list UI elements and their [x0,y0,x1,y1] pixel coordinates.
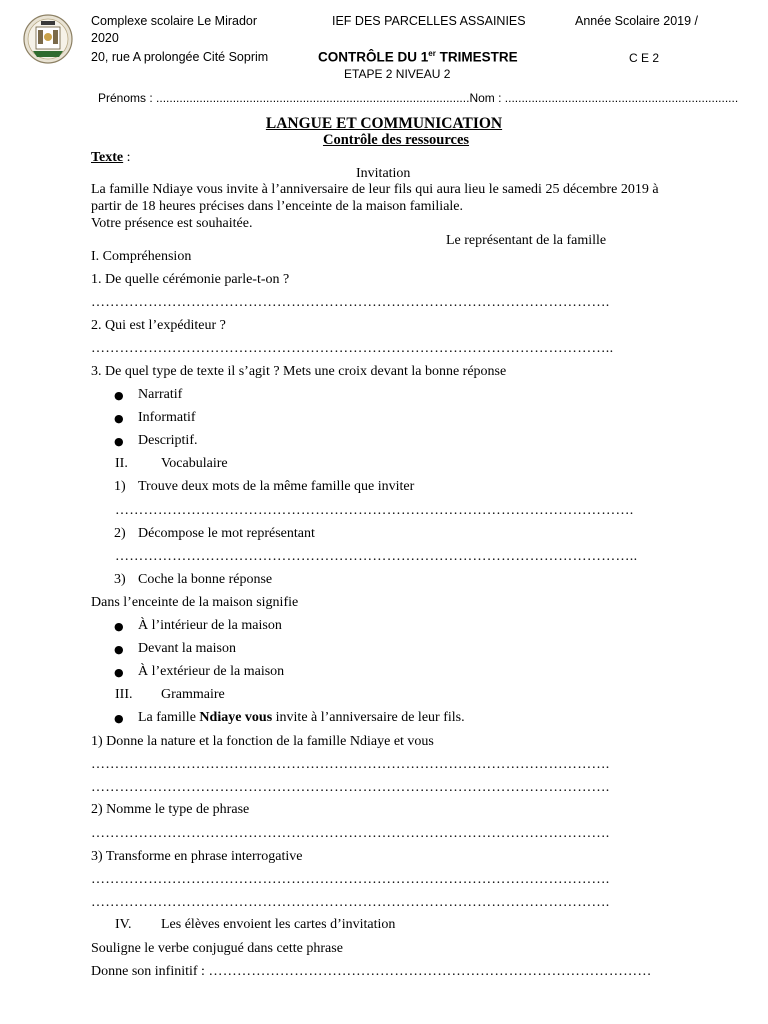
grammar-answer-line-3a[interactable]: ………………………………………………………………………………………………. [91,872,610,887]
vocab-answer-line-2[interactable]: ……………………………………………………………………………………………….. [115,549,638,564]
text-heading: Invitation [356,166,411,181]
bullet-icon: ● [114,712,124,725]
grammar-sentence: La famille Ndiaye vous invite à l’anniversaire de leur fils. [138,710,465,725]
vocab-q1: Trouve deux mots de la même famille que inviter [138,479,415,494]
school-year-continued: 2020 [91,31,119,45]
bullet-icon: ● [114,666,124,679]
bullet-icon: ● [114,412,124,425]
conj-q2-line [91,964,652,980]
grammar-answer-line-1b[interactable]: ………………………………………………………………………………………………. [91,780,610,795]
option-exterieur[interactable]: À l’extérieur de la maison [138,664,285,679]
grammar-q1: 1) Donne la nature et la fonction de la famille Ndiaye et vous [91,734,434,749]
section-vocabulaire-title: Vocabulaire [161,456,228,471]
option-interieur[interactable]: À l’intérieur de la maison [138,618,282,633]
school-address: 20, rue A prolongée Cité Soprim [91,50,269,64]
answer-line-1[interactable]: ………………………………………………………………………………………………. [91,295,610,310]
text-line-2: partir de 18 heures précises dans l’enceinte de la maison familiale. [91,199,464,214]
school-name: Complexe scolaire Le Mirador [91,14,258,28]
vocab-answer-line-1[interactable]: ………………………………………………………………………………………………. [115,503,634,518]
school-year: Année Scolaire 2019 / [575,14,699,28]
main-title: LANGUE ET COMMUNICATION [265,115,503,132]
bullet-icon: ● [114,389,124,402]
text-line-3: Votre présence est souhaitée. [91,216,253,231]
conj-q1: Souligne le verbe conjugué dans cette phrase [91,941,343,956]
vocab-q2: Décompose le mot représentant [138,526,315,541]
vocab-stem: Dans l’enceinte de la maison signifie [91,595,299,610]
section-comprehension-title: I. Compréhension [91,249,192,264]
texte-label: Texte [91,150,124,165]
class-level: C E 2 [629,51,660,65]
prenoms-label: Prénoms : [98,91,157,105]
text-line-1: La famille Ndiaye vous invite à l’anniversaire de leur fils qui aura lieu le samedi 25 décembre 2019 à [91,182,659,197]
conj-q2-label: Donne son infinitif : [91,964,209,979]
option-devant[interactable]: Devant la maison [138,641,236,656]
text-signature: Le représentant de la famille [446,233,607,248]
bullet-icon: ● [114,620,124,633]
option-narratif[interactable]: Narratif [138,387,183,402]
vocab-q3-num: 3) [114,572,126,587]
nom-label: Nom : [469,91,505,105]
bullet-icon: ● [114,435,124,448]
section-vocabulaire-num: II. [115,456,128,471]
bullet-icon: ● [114,643,124,656]
conj-answer-line[interactable]: ………………………………………………………………………………… [208,964,652,979]
grammar-q2: 2) Nomme le type de phrase [91,802,250,817]
question-2: 2. Qui est l’expéditeur ? [91,318,226,333]
question-3: 3. De quel type de texte il s’agit ? Mets une croix devant la bonne réponse [91,364,507,379]
nom-field[interactable]: ...................................................................... [504,91,739,105]
section-iv-num: IV. [115,917,132,932]
sub-title: Contrôle des ressources [322,132,470,148]
grammar-q3: 3) Transforme en phrase interrogative [91,849,303,864]
answer-line-2[interactable]: ……………………………………………………………………………………………….. [91,341,614,356]
identity-line [98,91,738,105]
grammar-answer-line-3b[interactable]: ………………………………………………………………………………………………. [91,895,610,910]
control-title: CONTRÔLE DU 1er TRIMESTRE [318,49,518,65]
question-1: 1. De quelle cérémonie parle-t-on ? [91,272,290,287]
option-descriptif[interactable]: Descriptif. [138,433,198,448]
vocab-q2-num: 2) [114,526,126,541]
vocab-q3: Coche la bonne réponse [138,572,273,587]
section-iv-sentence: Les élèves envoient les cartes d’invitation [161,917,396,932]
prenoms-field[interactable]: .............................................................................................. [156,91,470,105]
texte-label-line: Texte : [91,150,131,165]
grammar-answer-line-1a[interactable]: ………………………………………………………………………………………………. [91,757,610,772]
grammar-answer-line-2[interactable]: ………………………………………………………………………………………………. [91,826,610,841]
vocab-q1-num: 1) [114,479,126,494]
etape-niveau: ETAPE 2 NIVEAU 2 [344,67,451,81]
school-logo [23,13,73,65]
section-grammaire-title: Grammaire [161,687,225,702]
option-informatif[interactable]: Informatif [138,410,196,425]
section-grammaire-num: III. [115,687,133,702]
ief-name: IEF DES PARCELLES ASSAINIES [332,14,526,28]
